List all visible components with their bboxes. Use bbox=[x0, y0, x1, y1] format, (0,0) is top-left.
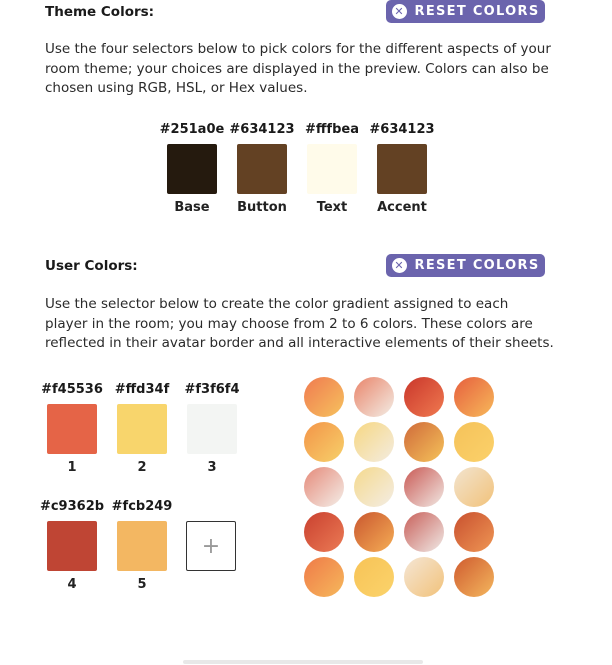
swatch-hex: #634123 bbox=[369, 122, 435, 137]
gradient-preview-circle bbox=[454, 467, 494, 507]
swatch-hex: #ffd34f bbox=[114, 382, 170, 397]
color-swatch[interactable] bbox=[117, 404, 167, 454]
gradient-preview-circle bbox=[454, 557, 494, 597]
swatch-label: Accent bbox=[377, 200, 427, 215]
gradient-preview-circle bbox=[454, 377, 494, 417]
swatch-label: 2 bbox=[137, 460, 147, 475]
theme-swatch-text bbox=[297, 122, 367, 215]
gradient-preview-circle bbox=[454, 422, 494, 462]
swatch-hex: #f45536 bbox=[41, 382, 103, 397]
user-swatch-3 bbox=[177, 382, 247, 475]
swatch-label: Text bbox=[316, 200, 348, 215]
gradient-preview-circle bbox=[354, 512, 394, 552]
gradient-preview-circle bbox=[304, 467, 344, 507]
color-swatch[interactable] bbox=[47, 521, 97, 571]
gradient-preview-circle bbox=[304, 377, 344, 417]
close-icon: ✕ bbox=[392, 4, 407, 19]
gradient-preview-circle bbox=[304, 512, 344, 552]
swatch-label: 4 bbox=[67, 577, 77, 592]
swatch-hex: #251a0e bbox=[159, 122, 225, 137]
swatch-hex: #fffbea bbox=[305, 122, 359, 137]
theme-colors-heading: Theme Colors: bbox=[45, 4, 155, 20]
gradient-preview-circle bbox=[354, 422, 394, 462]
color-swatch[interactable] bbox=[167, 144, 217, 194]
user-swatch-4 bbox=[37, 499, 107, 592]
scroll-indicator[interactable] bbox=[183, 660, 423, 664]
gradient-preview-circle bbox=[404, 467, 444, 507]
gradient-preview-circle bbox=[304, 557, 344, 597]
gradient-preview-circle bbox=[304, 422, 344, 462]
color-swatch[interactable] bbox=[47, 404, 97, 454]
swatch-label: Button bbox=[237, 200, 287, 215]
user-colors-heading: User Colors: bbox=[45, 258, 138, 274]
close-icon: ✕ bbox=[392, 258, 407, 273]
swatch-label: 5 bbox=[137, 577, 147, 592]
gradient-preview-circle bbox=[404, 557, 444, 597]
color-swatch[interactable] bbox=[187, 404, 237, 454]
swatch-hex: #c9362b bbox=[39, 499, 105, 514]
user-swatch-5 bbox=[107, 499, 177, 592]
color-swatch[interactable] bbox=[237, 144, 287, 194]
gradient-preview-circle bbox=[404, 377, 444, 417]
reset-colors-label: RESET COLORS bbox=[414, 4, 540, 19]
user-swatch-1 bbox=[37, 382, 107, 475]
gradient-preview-circle bbox=[354, 467, 394, 507]
swatch-label: Base bbox=[174, 200, 210, 215]
gradient-preview-circle bbox=[354, 377, 394, 417]
swatch-hex: #f3f6f4 bbox=[184, 382, 240, 397]
swatch-hex: #634123 bbox=[229, 122, 295, 137]
add-color-button[interactable] bbox=[186, 521, 236, 571]
theme-swatch-base bbox=[157, 122, 227, 215]
swatch-hex: #fcb249 bbox=[111, 499, 173, 514]
gradient-preview-circle bbox=[454, 512, 494, 552]
theme-reset-colors-button[interactable] bbox=[386, 0, 545, 23]
color-swatch[interactable] bbox=[307, 144, 357, 194]
user-swatches-row-2 bbox=[37, 499, 177, 592]
plus-icon: + bbox=[201, 533, 221, 559]
theme-swatch-accent bbox=[367, 122, 437, 215]
swatch-label: 1 bbox=[67, 460, 77, 475]
gradient-preview-grid bbox=[304, 377, 494, 597]
user-swatches-row-1 bbox=[37, 382, 247, 475]
theme-description: Use the four selectors below to pick colors for the different aspects of your room theme; your choices are displayed in the preview. Colors can also be chosen using RGB, HSL, or Hex values. bbox=[45, 41, 551, 96]
user-description: Use the selector below to create the color gradient assigned to each player in the room; you may choose from 2 to 6 colors. These colors are reflected in their avatar border and all interactive elements of their sheets. bbox=[45, 296, 554, 351]
swatch-label: 3 bbox=[207, 460, 217, 475]
reset-colors-label: RESET COLORS bbox=[414, 258, 540, 273]
color-swatch[interactable] bbox=[117, 521, 167, 571]
color-swatch[interactable] bbox=[377, 144, 427, 194]
theme-swatches bbox=[157, 122, 437, 215]
user-swatch-2 bbox=[107, 382, 177, 475]
theme-swatch-button bbox=[227, 122, 297, 215]
gradient-preview-circle bbox=[404, 422, 444, 462]
gradient-preview-circle bbox=[404, 512, 444, 552]
gradient-preview-circle bbox=[354, 557, 394, 597]
user-reset-colors-button[interactable] bbox=[386, 254, 545, 277]
